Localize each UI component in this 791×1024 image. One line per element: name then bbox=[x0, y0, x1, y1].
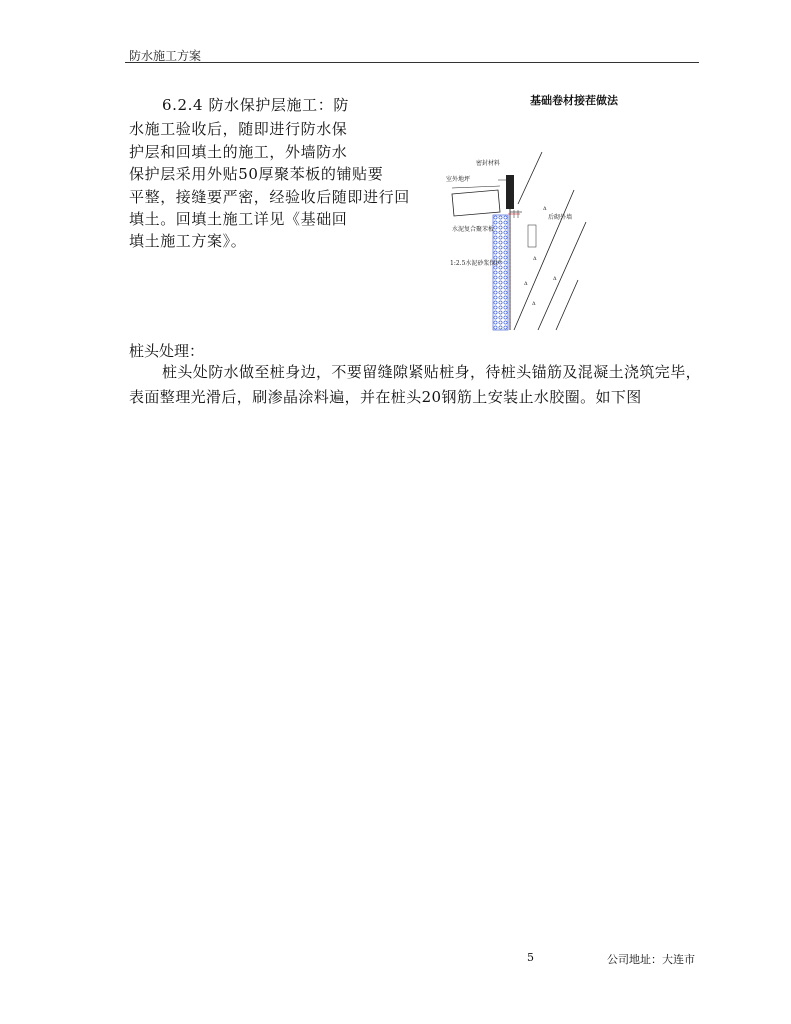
pile-heading: 桩头处理： bbox=[129, 342, 205, 360]
svg-text:Δ: Δ bbox=[532, 301, 536, 307]
section-line-3: 护层和回填土的施工，外墙防水 bbox=[129, 143, 348, 161]
section-line-4: 保护层采用外贴50厚聚苯板的铺贴要 bbox=[129, 165, 384, 183]
svg-text:Δ: Δ bbox=[543, 206, 547, 212]
svg-text:Δ: Δ bbox=[524, 281, 528, 287]
header-divider bbox=[125, 62, 699, 63]
company-address: 公司地址：大连市 bbox=[607, 953, 695, 966]
detail-drawing bbox=[438, 150, 588, 335]
svg-text:Δ: Δ bbox=[553, 276, 557, 282]
section-line-2: 水施工验收后，随即进行防水保 bbox=[129, 120, 348, 138]
section-line-7: 填土施工方案》。 bbox=[129, 232, 247, 250]
page-number: 5 bbox=[527, 951, 534, 964]
seal-material-label: 密封材料 bbox=[476, 160, 501, 167]
svg-text:Δ: Δ bbox=[533, 256, 537, 262]
outdoor-grade-label: 室外地坪 bbox=[446, 176, 471, 183]
section-line-6: 填土。回填土施工详见《基础回 bbox=[129, 210, 348, 228]
section-line-1: 6.2.4 防水保护层施工：防 bbox=[162, 96, 349, 114]
header-title: 防水施工方案 bbox=[129, 49, 202, 63]
wall-label: 后砌外墙 bbox=[548, 214, 573, 221]
pile-line-1: 桩头处防水做至桩身边，不要留缝隙紧贴桩身，待桩头锚筋及混凝土浇筑完毕， bbox=[162, 363, 702, 381]
figure-title: 基础卷材接茬做法 bbox=[530, 94, 618, 107]
composite-board-label: 水泥复合聚苯板 bbox=[452, 226, 495, 233]
section-line-5: 平整，接缝要严密，经验收后随即进行回 bbox=[129, 188, 410, 206]
mortar-protection-label: 1:2.5水泥砂浆保护 bbox=[450, 260, 502, 267]
pile-line-2: 表面整理光滑后，刷渗晶涂料遍，并在桩头20钢筋上安装止水胶圈。如下图 bbox=[129, 388, 642, 406]
